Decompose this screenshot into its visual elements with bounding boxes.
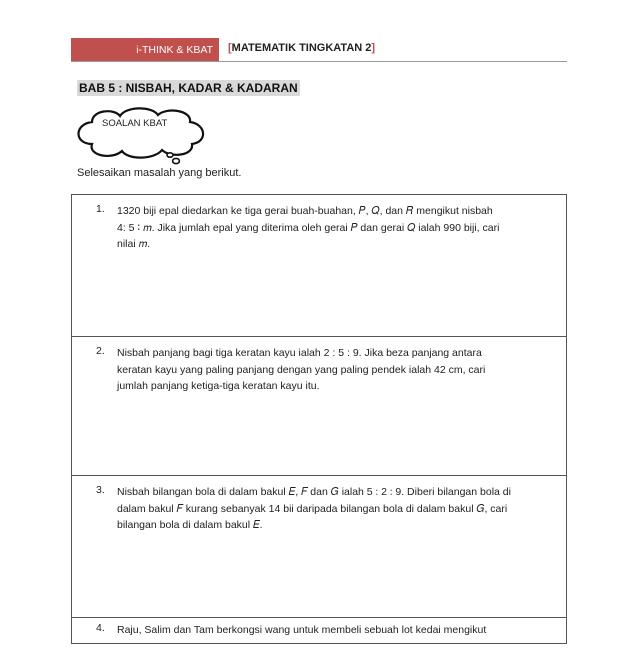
question-number: 4. — [96, 622, 105, 634]
question-number: 3. — [96, 484, 105, 496]
question-line: dalam bakul 𝐹 kurang sebanyak 14 bii daripada bilangan bola di dalam bakul 𝐺, cari — [117, 502, 508, 515]
question-line: Raju, Salim dan Tam berkongsi wang untuk membeli sebuah lot kedai mengikut — [117, 624, 487, 636]
question-line: Nisbah bilangan bola di dalam bakul 𝐸, 𝐹 dan 𝐺 ialah 5 ∶ 2 ∶ 9. Diberi bilangan bola di — [117, 486, 511, 498]
header-title-text: MATEMATIK TINGKATAN 2 — [231, 42, 372, 54]
question-row — [72, 618, 566, 658]
question-line: 1320 biji epal diedarkan ke tiga gerai buah-buahan, 𝑃, 𝑄, dan 𝑅 mengikut nisbah — [117, 205, 493, 217]
question-text — [117, 484, 557, 534]
chapter-title: BAB 5 : NISBAH, KADAR & KADARAN — [79, 81, 298, 95]
question-line: nilai 𝑚. — [117, 238, 151, 250]
question-row — [72, 337, 566, 476]
instruction-text: Selesaikan masalah yang berikut. — [77, 167, 242, 179]
thought-cloud-icon — [70, 104, 210, 170]
question-text — [117, 203, 557, 253]
question-text — [117, 345, 557, 395]
question-text — [117, 622, 557, 639]
question-line: bilangan bola di dalam bakul 𝐸. — [117, 519, 263, 531]
question-line: keratan kayu yang paling panjang dengan yang paling pendek ialah 42 cm, cari — [117, 363, 486, 376]
question-line: 4: 5 ∶ 𝑚. Jika jumlah epal yang diterima oleh gerai 𝑃 dan gerai 𝑄 ialah 990 biji, cari — [117, 221, 500, 234]
header-tag: i-THINK & KBAT — [71, 38, 219, 62]
question-row — [72, 195, 566, 337]
question-line: jumlah panjang ketiga-tiga keratan kayu itu. — [117, 380, 320, 392]
header-bracket-open: [ — [228, 42, 232, 54]
cloud-label: SOALAN KBAT — [102, 118, 168, 129]
header-bracket-close: ] — [371, 42, 376, 54]
question-line: Nisbah panjang bagi tiga keratan kayu ialah 2 : 5 : 9. Jika beza panjang antara — [117, 347, 482, 359]
header-divider — [71, 61, 567, 62]
header-title — [228, 42, 375, 54]
question-table — [71, 194, 567, 644]
question-row — [72, 476, 566, 618]
question-number: 2. — [96, 345, 105, 357]
question-number: 1. — [96, 203, 105, 215]
